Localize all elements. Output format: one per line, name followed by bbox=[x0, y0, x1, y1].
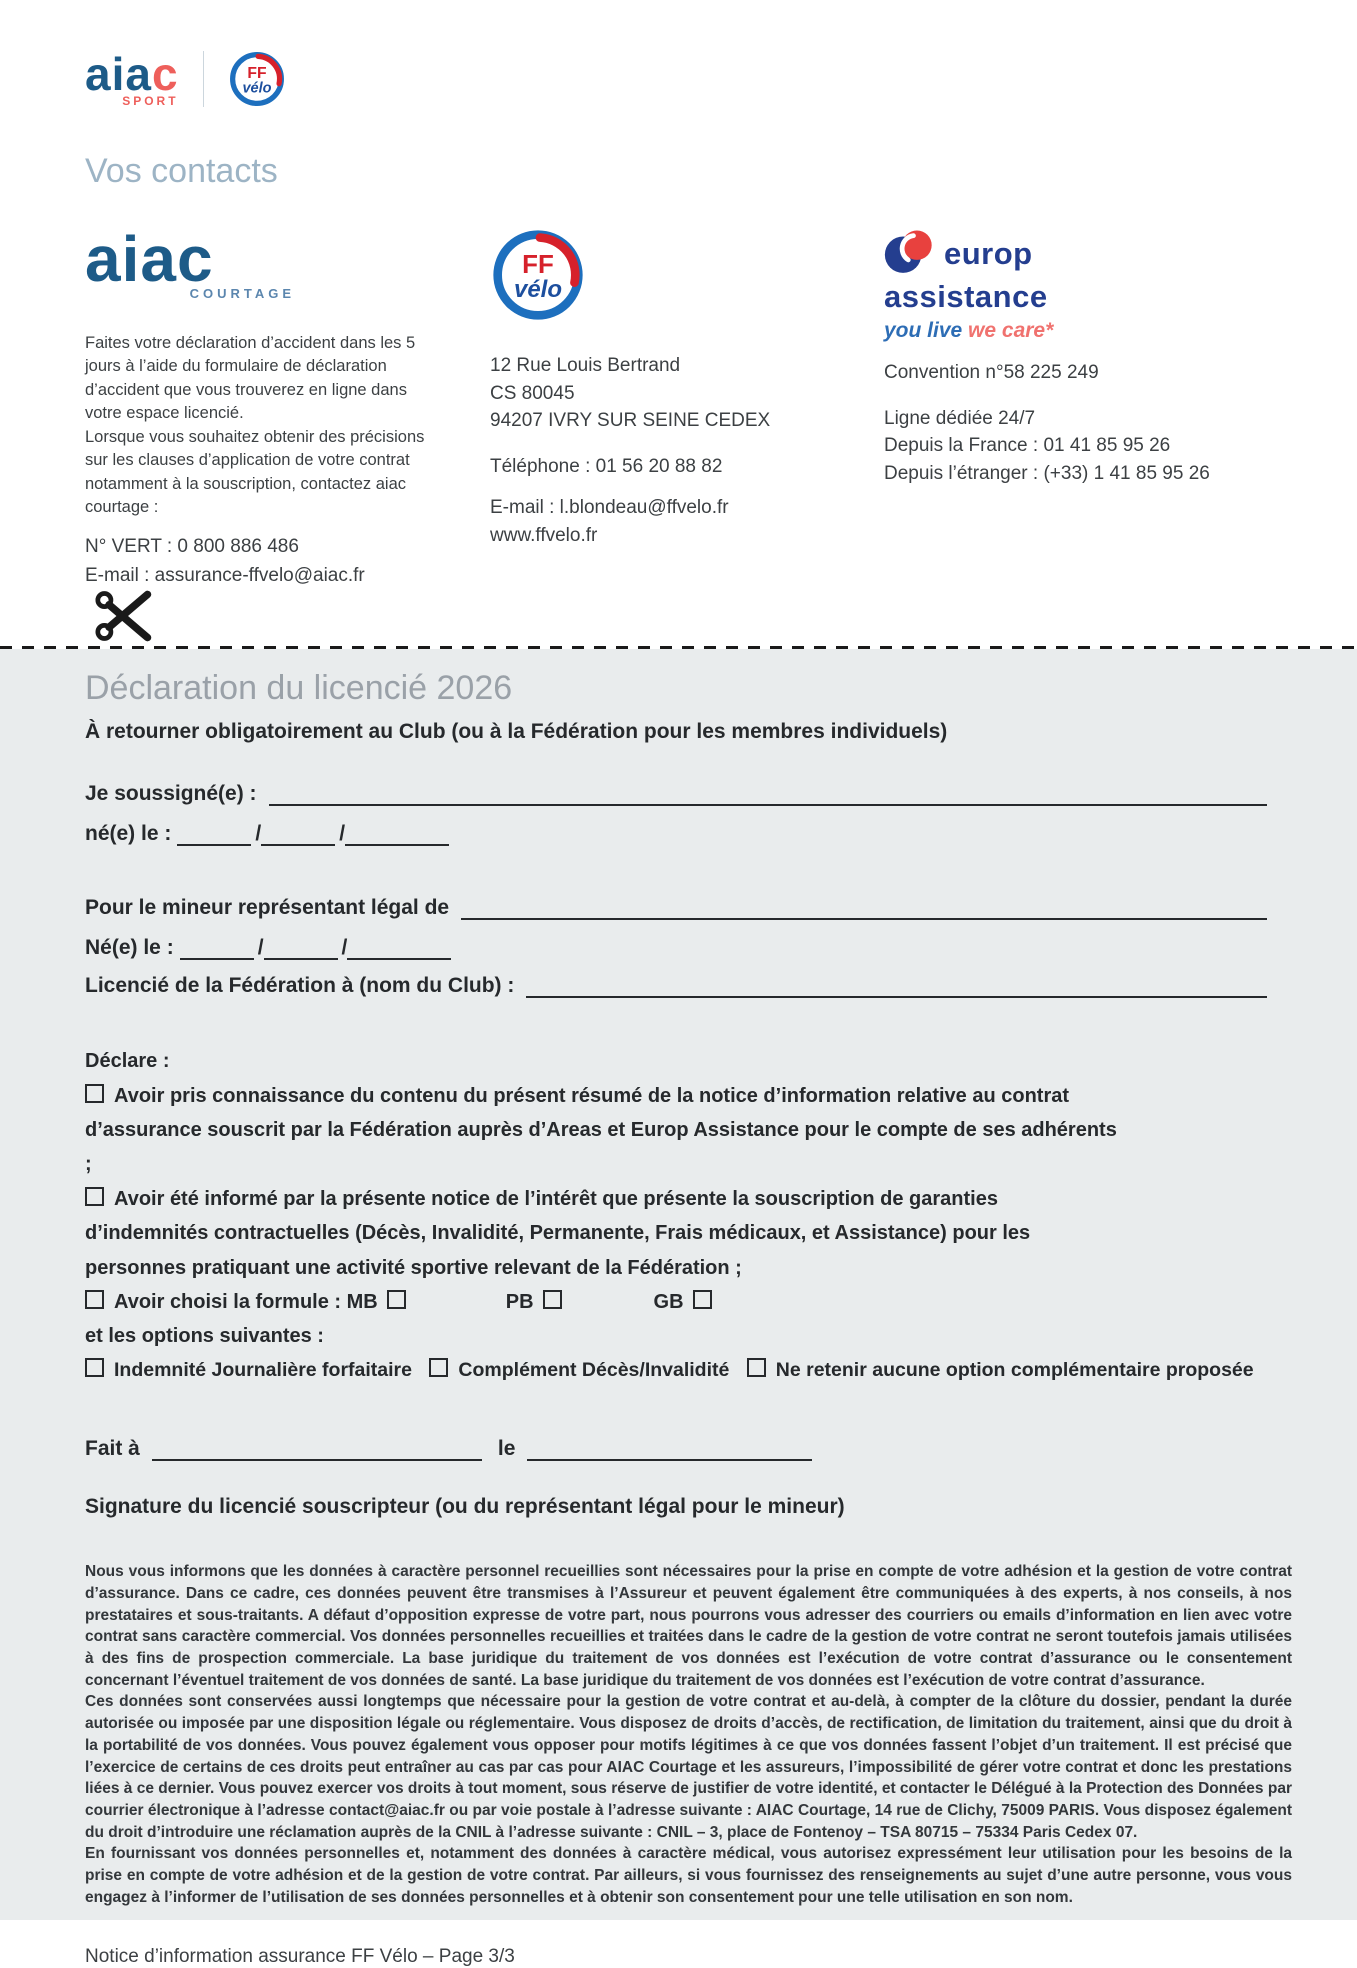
field-row-soussigne bbox=[85, 782, 1267, 806]
option-deces-checkbox[interactable] bbox=[429, 1358, 448, 1377]
contact-column-ffvelo bbox=[490, 227, 820, 590]
declare-item-1-checkbox[interactable] bbox=[85, 1084, 104, 1103]
ffvelo-address: 12 Rue Louis Bertrand CS 80045 94207 IVRY SUR SEINE CEDEX bbox=[490, 355, 771, 432]
formule-gb-checkbox[interactable] bbox=[693, 1290, 712, 1309]
birthdate1-month-line[interactable] bbox=[261, 822, 335, 846]
svg-text:FF: FF bbox=[246, 64, 267, 82]
page-footer: Notice d’information assurance FF Vélo – Page 3/3 bbox=[85, 1946, 515, 1968]
privacy-paragraph-2: Ces données sont conservées aussi longtemps que nécessaire pour la gestion de votre contrat et au-delà, à compter de la clôture du dossier, pendant la durée autorisée ou imposée par une disposition légale ou réglementaire. Vous disposez de droits d’accès, de rectification, de limitation du traitement, ainsi que du droit à la portabilité de vos données. Vous pouvez également vous opposer pour motifs légitimes à ce que vos données fassent l’objet d’un traitement. Il est précisé que l’exercice de certains de ces droits peut entraîner au cas par cas pour AIAC Courtage et les assureurs, l’impossibilité de gérer votre contrat et donc les prestations liées à ce dernier. Vous pouvez exercer vos droits à tout moment, sous réserve de justifier de votre identité, et contacter le Délégué à la Protection des Données par courrier électronique à l’adresse contact@aiac.fr ou par voie postale à l’adresse suivante : AIAC Courtage, 14 rue de Clichy, 75009 PARIS. Vous disposez également du droit d’introduire une réclamation auprès de la CNIL à l’adresse suivante : CNIL – 3, place de Fontenoy – TSA 80715 – 75334 Paris Cedex 07. bbox=[85, 1693, 1292, 1841]
scissors-icon bbox=[95, 588, 155, 644]
privacy-paragraph-1: Nous vous informons que les données à caractère personnel recueillies sont nécessaires pour la prise en compte de votre adhésion et la gestion de votre contrat d’assurance. Dans ce cadre, ces données peuvent être transmises à l’Assureur et peuvent également être communiquées à des experts, à nos conseils, à nos prestataires et sous-traitants. A défaut d’opposition expresse de votre part, nous pourrons vous adresser des courriers ou emails d’information en lien avec votre contrat sans caractère commercial. Vos données personnelles recueillies et traitées dans le cadre de la gestion de votre contrat ne seront toutefois jamais utilisées à des fins de prospection commerciale. La base juridique du traitement de vos données est l’exécution de votre contrat d’assurance ou le consentement concernant l’éventuel traitement de vos données de santé. La base juridique du traitement de vos données est l’exécution de votre contrat d’assurance. bbox=[85, 1563, 1292, 1689]
soussigne-input-line[interactable] bbox=[269, 782, 1267, 806]
field-row-club bbox=[85, 974, 1267, 998]
declaration-title: Déclaration du licencié 2026 bbox=[85, 669, 513, 707]
header-divider bbox=[203, 51, 204, 107]
options-row: Indemnité Journalière forfaitaire Complément Décès/Invalidité Ne retenir aucune option complémentaire proposée bbox=[85, 1354, 1125, 1388]
soussigne-label: Je soussigné(e) : bbox=[85, 782, 257, 806]
aiac-paragraph-1: Faites votre déclaration d’accident dans les 5 jours à l’aide du formulaire de déclaration d’accident que vous trouverez en ligne dans votre espace licencié. bbox=[85, 334, 416, 423]
birthdate1-day-line[interactable] bbox=[177, 822, 251, 846]
privacy-paragraph-3: En fournissant vos données personnelles et, notamment des données à caractère médical, vous autorisez expressément leur utilisation pour les besoins de la prise en compte de votre adhésion et de la gestion de votre contrat. Par ailleurs, si vous fournissez des renseignements au sujet d’une autre personne, vous vous engagez à l’informer de l’utilisation de ses données personnelles et à obtenir son consentement pour une telle utilisation en son nom. bbox=[85, 1845, 1292, 1906]
mineur-label: Pour le mineur représentant légal de bbox=[85, 896, 450, 920]
option-none-checkbox[interactable] bbox=[747, 1358, 766, 1377]
privacy-notice bbox=[85, 1561, 1292, 1908]
club-label: Licencié de la Fédération à (nom du Club) : bbox=[85, 974, 515, 998]
aiac-sport-logo bbox=[85, 48, 179, 108]
europ-phone-block: Ligne dédiée 24/7 Depuis la France : 01 41 85 95 26 Depuis l’étranger : (+33) 1 41 85 95 26 bbox=[884, 407, 1210, 484]
fait-a-label: Fait à bbox=[85, 1437, 140, 1461]
aiac-email: E-mail : assurance-ffvelo@aiac.fr bbox=[85, 564, 365, 586]
svg-text:vélo: vélo bbox=[242, 80, 272, 97]
ffvelo-email-site bbox=[490, 494, 820, 549]
field-row-birthdate-1: né(e) le : / / bbox=[85, 822, 1267, 846]
declare-item-2: Avoir été informé par la présente notice de l’intérêt que présente la souscription de garanties d’indemnités contractuelles (Décès, Invalidité, Permanente, Frais médicaux, et Assistance) pour les personnes pratiquant une activité sportive relevant de la Fédération ; bbox=[85, 1187, 1031, 1279]
declare-label: Déclare : bbox=[85, 1050, 170, 1073]
signature-label: Signature du licencié souscripteur (ou du représentant légal pour le mineur) bbox=[85, 1495, 845, 1519]
options-intro: et les options suivantes : bbox=[85, 1325, 324, 1348]
field-row-mineur bbox=[85, 896, 1267, 920]
option-ij-checkbox[interactable] bbox=[85, 1358, 104, 1377]
formule-mb-checkbox[interactable] bbox=[387, 1290, 406, 1309]
declare-item-2-checkbox[interactable] bbox=[85, 1187, 104, 1206]
ffvelo-phone: Téléphone : 01 56 20 88 82 bbox=[490, 455, 723, 477]
birthdate2-label: Né(e) le : bbox=[85, 936, 174, 960]
aiac-sport-sublabel: SPORT bbox=[122, 94, 179, 108]
header-brand-row bbox=[85, 50, 1357, 108]
fait-a-date-line[interactable] bbox=[527, 1437, 812, 1461]
aiac-paragraph-2: Lorsque vous souhaitez obtenir des précisions sur les clauses d’application de votre contrat notamment à la souscription, contactez aiac courtage : bbox=[85, 427, 425, 516]
formule-checkbox[interactable] bbox=[85, 1290, 104, 1309]
club-input-line[interactable] bbox=[526, 974, 1267, 998]
field-row-birthdate-2: Né(e) le : / / bbox=[85, 936, 1267, 960]
declare-item-1: Avoir pris connaissance du contenu du présent résumé de la notice d’information relative au contrat d’assurance souscrit par la Fédération auprès d’Areas et Europ Assistance pour le compte de ses adhérents ; bbox=[85, 1084, 1117, 1176]
birthdate1-label: né(e) le : bbox=[85, 822, 172, 846]
formule-pb-checkbox[interactable] bbox=[543, 1290, 562, 1309]
europ-convention: Convention n°58 225 249 bbox=[884, 362, 1099, 383]
europ-assistance-icon bbox=[884, 227, 936, 279]
aiac-phone: N° VERT : 0 800 886 486 E-mail : assurance-ffvelo@aiac.fr bbox=[85, 533, 430, 590]
field-row-fait-a bbox=[85, 1437, 1267, 1461]
svg-text:vélo: vélo bbox=[513, 276, 563, 304]
ffvelo-website: www.ffvelo.fr bbox=[490, 524, 598, 546]
declare-block bbox=[85, 1044, 1267, 1387]
aiac-courtage-logo: aiac COURTAGE bbox=[85, 223, 295, 301]
birthdate1-year-line[interactable] bbox=[345, 822, 449, 846]
birthdate2-year-line[interactable] bbox=[347, 936, 451, 960]
declaration-section bbox=[0, 649, 1357, 1968]
svg-text:FF: FF bbox=[522, 251, 554, 280]
mineur-input-line[interactable] bbox=[461, 896, 1267, 920]
declaration-subtitle: À retourner obligatoirement au Club (ou à la Fédération pour les membres individuels) bbox=[85, 720, 948, 743]
europ-tagline: you live we care* bbox=[884, 319, 1054, 342]
formule-row: Avoir choisi la formule : MB PB GB bbox=[85, 1285, 1125, 1319]
birthdate2-day-line[interactable] bbox=[180, 936, 254, 960]
fait-a-place-line[interactable] bbox=[152, 1437, 482, 1461]
contact-column-europ bbox=[884, 227, 1304, 590]
le-label: le bbox=[497, 1437, 516, 1461]
aiac-sport-wordmark: aiac bbox=[85, 48, 179, 100]
ffvelo-logo-icon bbox=[490, 227, 586, 323]
birthdate2-month-line[interactable] bbox=[264, 936, 338, 960]
ffvelo-email: E-mail : l.blondeau@ffvelo.fr bbox=[490, 497, 729, 519]
contacts-section bbox=[0, 0, 1357, 648]
ffvelo-logo-icon-small bbox=[228, 50, 286, 108]
europ-assistance-logo: europ assistance you live we care* bbox=[884, 227, 1304, 341]
contact-column-aiac bbox=[85, 223, 430, 590]
contacts-title: Vos contacts bbox=[85, 152, 278, 190]
